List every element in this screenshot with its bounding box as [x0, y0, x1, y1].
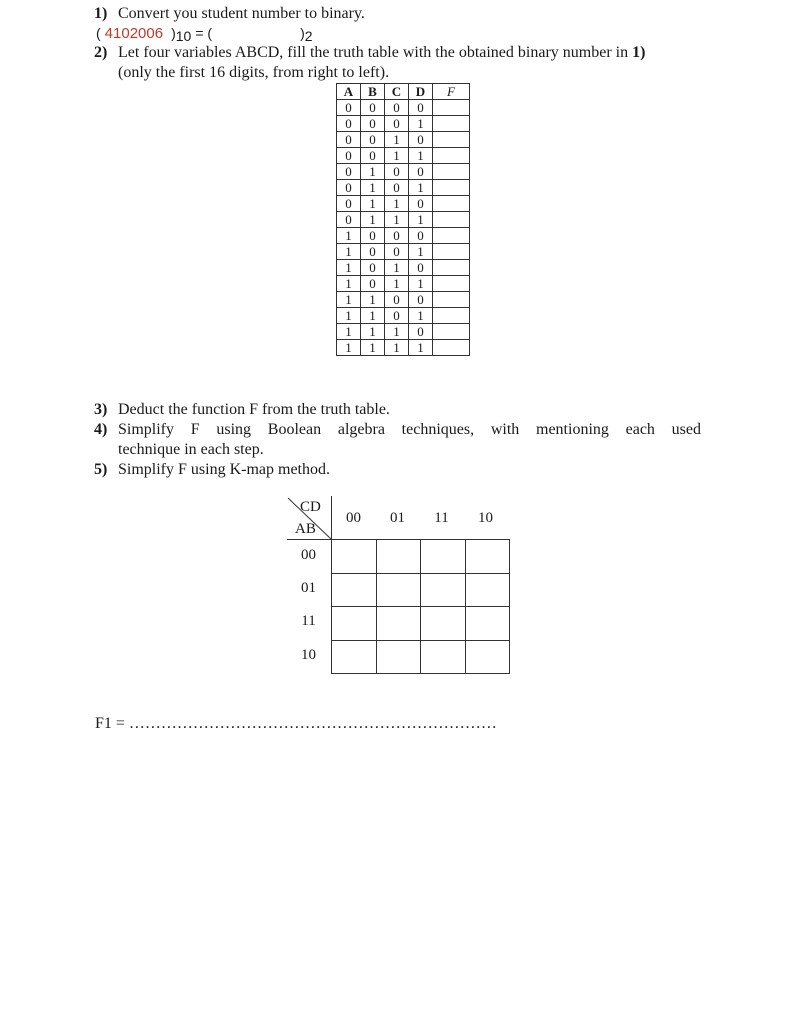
- question-4-line-2: technique in each step.: [118, 441, 264, 458]
- close-paren-2: ): [300, 25, 305, 41]
- truth-table-f-cell[interactable]: [433, 212, 470, 228]
- answer-label: F1 =: [95, 715, 129, 732]
- header-f: F: [433, 84, 470, 100]
- truth-table-cell: 0: [337, 100, 361, 116]
- k-map-col-11: 11: [434, 510, 449, 526]
- truth-table-f-cell[interactable]: [433, 228, 470, 244]
- answer-dots[interactable]: ……………………………………………………………: [128, 715, 497, 732]
- truth-table-row: [337, 100, 470, 116]
- k-map-row-11: 11: [301, 613, 316, 629]
- truth-table-row: [337, 276, 470, 292]
- truth-table-cell: 0: [409, 196, 433, 212]
- k-map-col-00: 00: [346, 510, 361, 526]
- truth-table-cell: 1: [409, 180, 433, 196]
- truth-table-row: [337, 196, 470, 212]
- truth-table-cell: 0: [409, 292, 433, 308]
- k-map: [287, 496, 511, 674]
- k-map-rowlabel-divider: [287, 539, 332, 540]
- truth-table-f-cell[interactable]: [433, 100, 470, 116]
- truth-table-f-cell[interactable]: [433, 148, 470, 164]
- base-10-subscript: 10: [175, 28, 192, 44]
- k-map-cell[interactable]: [331, 606, 377, 641]
- truth-table-cell: 1: [361, 180, 385, 196]
- truth-table-cell: 1: [361, 308, 385, 324]
- truth-table-cell: 1: [385, 196, 409, 212]
- truth-table-row: [337, 228, 470, 244]
- truth-table-row: [337, 164, 470, 180]
- truth-table-cell: 1: [409, 244, 433, 260]
- truth-table-cell: 1: [337, 324, 361, 340]
- truth-table-row: [337, 148, 470, 164]
- truth-table-row: [337, 308, 470, 324]
- k-map-col-10: 10: [478, 510, 493, 526]
- truth-table-row: [337, 212, 470, 228]
- k-map-corner-cd: CD: [300, 499, 321, 515]
- truth-table-cell: 0: [361, 276, 385, 292]
- question-1-number: 1): [94, 5, 108, 22]
- truth-table-cell: 1: [337, 260, 361, 276]
- truth-table-f-cell[interactable]: [433, 324, 470, 340]
- k-map-row-10: 10: [301, 647, 316, 663]
- truth-table-f-cell[interactable]: [433, 180, 470, 196]
- answer-line: [95, 714, 497, 734]
- truth-table-cell: 0: [409, 260, 433, 276]
- truth-table-row: [337, 244, 470, 260]
- truth-table-cell: 0: [385, 308, 409, 324]
- k-map-cell[interactable]: [376, 573, 422, 608]
- truth-table-cell: 1: [361, 292, 385, 308]
- truth-table-f-cell[interactable]: [433, 116, 470, 132]
- truth-table-cell: 0: [337, 132, 361, 148]
- truth-table-cell: 0: [337, 116, 361, 132]
- truth-table-row: [337, 132, 470, 148]
- k-map-cell[interactable]: [331, 539, 377, 574]
- k-map-row-01: 01: [301, 580, 316, 596]
- close-paren: ): [171, 25, 176, 41]
- k-map-cell[interactable]: [331, 573, 377, 608]
- truth-table-cell: 1: [409, 340, 433, 356]
- truth-table-row: [337, 324, 470, 340]
- question-2-number: 2): [94, 44, 108, 61]
- truth-table-cell: 1: [409, 212, 433, 228]
- truth-table-cell: 0: [337, 148, 361, 164]
- truth-table-cell: 1: [409, 276, 433, 292]
- k-map-cell[interactable]: [420, 606, 466, 641]
- k-map-cell[interactable]: [420, 539, 466, 574]
- truth-table-cell: 1: [385, 340, 409, 356]
- k-map-corner-ab: AB: [295, 521, 316, 537]
- question-1-text: Convert you student number to binary.: [118, 5, 365, 22]
- truth-table-header-row: [337, 84, 470, 100]
- question-2-line-1-text: Let four variables ABCD, fill the truth table with the obtained binary number in: [118, 44, 633, 61]
- equals-open: = (: [195, 25, 213, 41]
- header-a: A: [337, 84, 361, 100]
- truth-table-cell: 0: [361, 260, 385, 276]
- truth-table-cell: 0: [385, 180, 409, 196]
- header-c: C: [385, 84, 409, 100]
- truth-table-cell: 0: [361, 116, 385, 132]
- truth-table-cell: 1: [361, 196, 385, 212]
- truth-table-cell: 0: [409, 132, 433, 148]
- question-3-number: 3): [94, 401, 108, 418]
- truth-table-cell: 1: [409, 308, 433, 324]
- truth-table-cell: 0: [337, 212, 361, 228]
- truth-table-cell: 1: [385, 212, 409, 228]
- truth-table-f-cell[interactable]: [433, 292, 470, 308]
- truth-table-cell: 1: [409, 148, 433, 164]
- truth-table-cell: 0: [361, 244, 385, 260]
- k-map-cell[interactable]: [465, 640, 511, 675]
- truth-table: [336, 83, 470, 356]
- truth-table-cell: 1: [361, 324, 385, 340]
- truth-table-cell: 0: [361, 100, 385, 116]
- truth-table-f-cell[interactable]: [433, 244, 470, 260]
- open-paren: (: [96, 25, 101, 41]
- k-map-cell[interactable]: [465, 573, 511, 608]
- truth-table-row: [337, 340, 470, 356]
- truth-table-f-cell[interactable]: [433, 196, 470, 212]
- truth-table-row: [337, 260, 470, 276]
- truth-table-cell: 0: [361, 148, 385, 164]
- truth-table-cell: 0: [409, 164, 433, 180]
- truth-table-cell: 0: [385, 228, 409, 244]
- base-2-subscript: 2: [304, 28, 313, 44]
- truth-table-f-cell[interactable]: [433, 276, 470, 292]
- k-map-cell[interactable]: [420, 640, 466, 675]
- truth-table-f-cell[interactable]: [433, 260, 470, 276]
- truth-table-row: [337, 180, 470, 196]
- k-map-header-divider: [331, 496, 332, 540]
- k-map-cell[interactable]: [376, 539, 422, 574]
- truth-table-cell: 0: [385, 292, 409, 308]
- truth-table-cell: 0: [337, 196, 361, 212]
- truth-table-cell: 1: [385, 132, 409, 148]
- question-5-number: 5): [94, 461, 108, 478]
- truth-table-cell: 1: [385, 276, 409, 292]
- truth-table-cell: 1: [361, 212, 385, 228]
- k-map-cell[interactable]: [465, 539, 511, 574]
- truth-table-cell: 1: [337, 308, 361, 324]
- truth-table-f-cell[interactable]: [433, 340, 470, 356]
- question-4-number: 4): [94, 421, 108, 438]
- question-3-text: Deduct the function F from the truth table.: [118, 401, 390, 418]
- truth-table-cell: 1: [385, 324, 409, 340]
- truth-table-cell: 1: [337, 228, 361, 244]
- truth-table-cell: 1: [385, 148, 409, 164]
- truth-table-cell: 0: [361, 132, 385, 148]
- truth-table-cell: 1: [337, 292, 361, 308]
- truth-table-cell: 1: [337, 340, 361, 356]
- truth-table-cell: 0: [385, 164, 409, 180]
- truth-table-row: [337, 292, 470, 308]
- truth-table-f-cell[interactable]: [433, 132, 470, 148]
- truth-table-cell: 0: [409, 228, 433, 244]
- question-4-line-1: Simplify F using Boolean algebra techniques, with mentioning each used: [118, 421, 701, 438]
- truth-table-cell: 0: [385, 116, 409, 132]
- truth-table-cell: 1: [337, 276, 361, 292]
- student-number[interactable]: 4102006: [104, 25, 164, 42]
- truth-table-cell: 0: [385, 100, 409, 116]
- k-map-col-01: 01: [390, 510, 405, 526]
- question-5-text: Simplify F using K-map method.: [118, 461, 330, 478]
- k-map-cell[interactable]: [465, 606, 511, 641]
- truth-table-cell: 0: [361, 228, 385, 244]
- header-b: B: [361, 84, 385, 100]
- header-d: D: [409, 84, 433, 100]
- k-map-row-00: 00: [301, 547, 316, 563]
- truth-table-cell: 1: [361, 164, 385, 180]
- k-map-cell[interactable]: [331, 640, 377, 675]
- truth-table-cell: 0: [337, 164, 361, 180]
- truth-table-row: [337, 116, 470, 132]
- truth-table-f-cell[interactable]: [433, 164, 470, 180]
- question-2-reference: 1): [632, 44, 646, 61]
- truth-table-cell: 0: [385, 244, 409, 260]
- truth-table-cell: 1: [337, 244, 361, 260]
- truth-table-cell: 1: [385, 260, 409, 276]
- k-map-cell[interactable]: [376, 606, 422, 641]
- truth-table-cell: 0: [409, 100, 433, 116]
- k-map-cell[interactable]: [376, 640, 422, 675]
- question-2-line-1: [118, 43, 645, 63]
- truth-table-cell: 0: [337, 180, 361, 196]
- truth-table-cell: 1: [409, 116, 433, 132]
- k-map-cell[interactable]: [420, 573, 466, 608]
- truth-table-cell: 1: [361, 340, 385, 356]
- truth-table-f-cell[interactable]: [433, 308, 470, 324]
- question-2-line-2: (only the first 16 digits, from right to left).: [118, 64, 390, 81]
- truth-table-cell: 0: [409, 324, 433, 340]
